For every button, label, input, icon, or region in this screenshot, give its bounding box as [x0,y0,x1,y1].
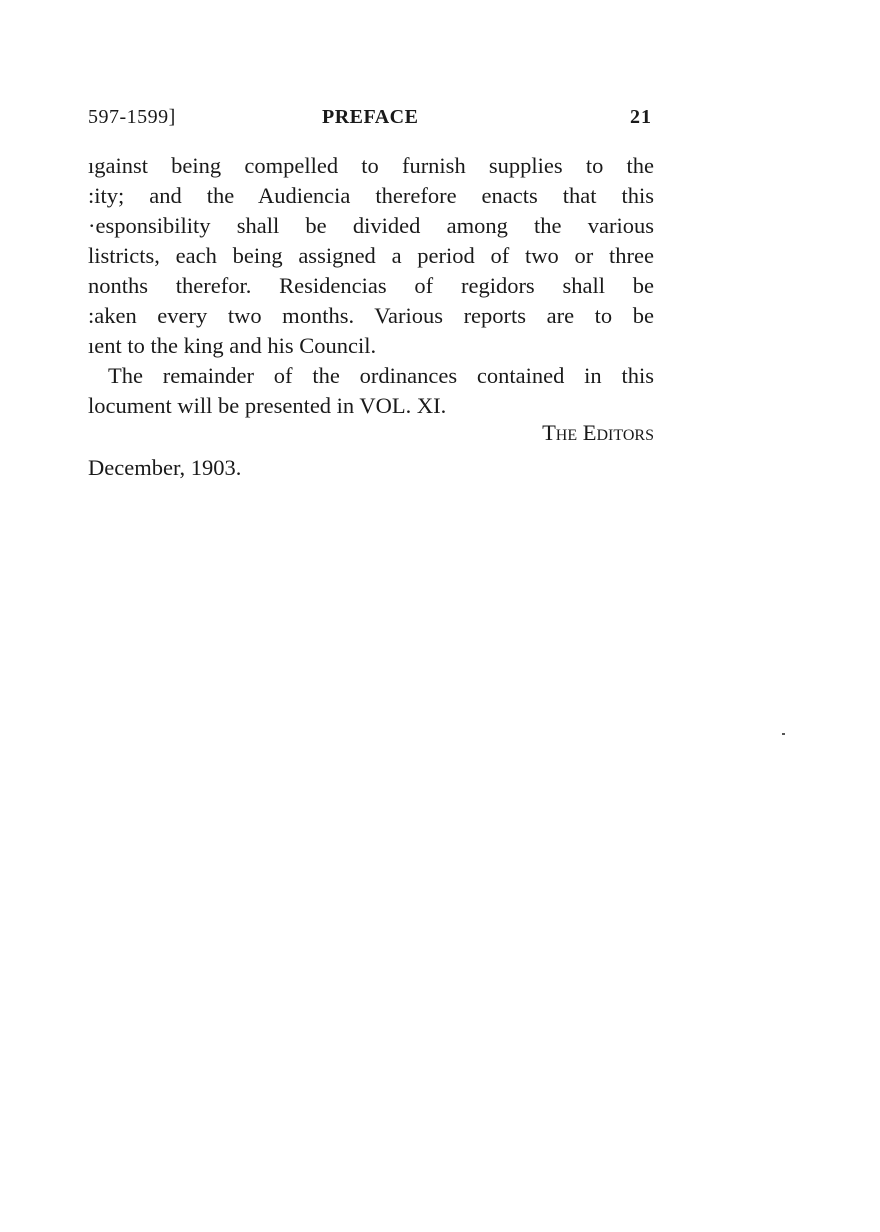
header-title: PREFACE [322,106,419,128]
signature [542,418,654,448]
text-line: ıent to the king and his Council. [88,333,377,358]
header-page-range: 597-1599] [88,106,176,128]
text-line: listricts, each being assigned a period of two or three [88,243,654,268]
running-head [88,106,654,136]
text-line: The remainder of the ordinances contained in this [108,363,654,388]
text-line: locument will be presented in VOL. XI. [88,393,447,418]
text-line: ıgainst being compelled to furnish supplies to the [88,153,654,178]
text-line: :aken every two months. Various reports are to be [88,303,654,328]
date-line: December, 1903. [88,455,242,480]
paragraph-1 [88,151,654,361]
text-line: ·esponsibility shall be divided among the various [88,213,654,238]
body-text [88,151,654,421]
paragraph-2 [88,361,654,421]
text-line: :ity; and the Audiencia therefore enacts that this [88,183,654,208]
scan-speck [782,733,785,735]
page-number: 21 [630,106,652,128]
signature-text: The Editors [542,420,654,445]
text-line: nonths therefor. Residencias of regidors shall be [88,273,654,298]
